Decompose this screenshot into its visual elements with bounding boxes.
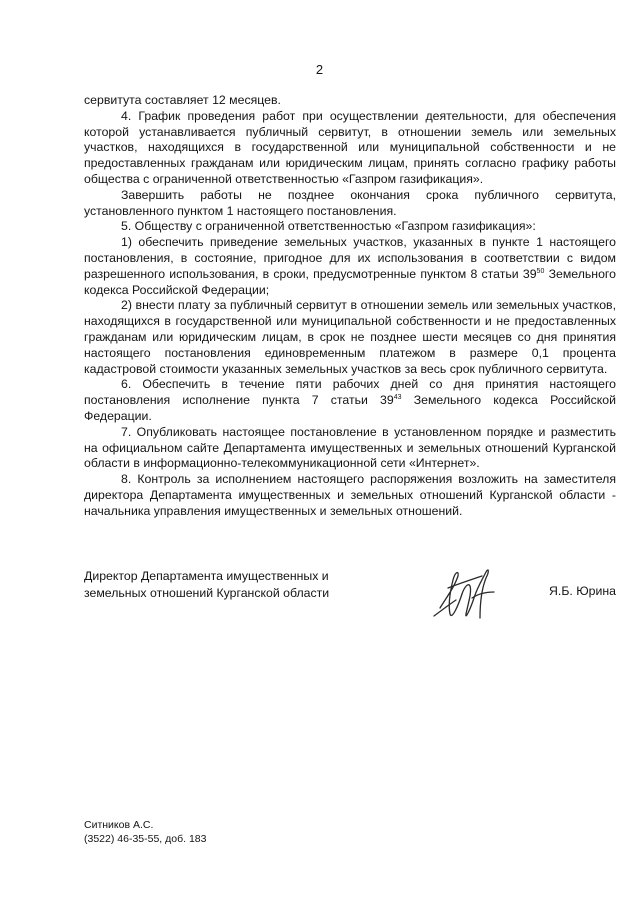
paragraph-item-5-2: 2) внести плату за публичный сервитут в отношении земель или земельных участков, находящихся в государственной или муниципальной собственности и не предоставленных гражданам или юридическим лицам, в срок не позднее шести месяцев со дня принятия настоящего постановления единовременным платежом в размере 0,1 процента кадастровой стоимости указанных земельных участков за весь срок публичного сервитута. xyxy=(84,298,616,376)
paragraph-item-8: 8. Контроль за исполнением настоящего распоряжения возложить на заместителя директора Департамента имущественных и земельных отношений Курганской области - начальника управления имущественных и земельных отношений. xyxy=(84,472,616,518)
paragraph-item-5: 5. Обществу с ограниченной ответственностью «Газпром газификация»: xyxy=(121,219,536,234)
page-number: 2 xyxy=(315,62,324,77)
paragraph-item-4: 4. График проведения работ при осуществлении деятельности, для обеспечения которой устанавливается публичный сервитут, в отношении земель или земельных участков, находящихся в государственной или муниципальной собственности и не предоставленных гражданам или юридическим лицам, принять согласно графику работы общества с ограниченной ответственностью «Газпром газификация». xyxy=(84,108,616,186)
paragraph-item-7: 7. Опубликовать настоящее постановление в установленном порядке и разместить на официальном сайте Департамента имущественных и земельных отношений Курганской области в информационно-телекоммуникационной сети «Интернет». xyxy=(84,424,616,471)
signatory-name: Я.Б. Юрина xyxy=(549,584,616,598)
paragraph-1: сервитута составляет 12 месяцев. xyxy=(84,93,281,107)
text-segment: Земельного кодекса Российской Федерации. xyxy=(84,393,616,423)
paragraph-complete-works: Завершить работы не позднее окончания срока публичного сервитута, установленного пунктом 1 настоящего постановления. xyxy=(84,187,616,218)
document-body xyxy=(84,93,616,520)
superscript: 43 xyxy=(393,394,402,402)
executor-block xyxy=(84,819,206,846)
executor-phone: (3522) 46-35-55, доб. 183 xyxy=(84,832,207,845)
paragraph-item-6 xyxy=(84,377,616,424)
superscript: 50 xyxy=(536,267,545,275)
signatory-title-line: Директор Департамента имущественных и xyxy=(84,569,329,583)
signatory-title-line: земельных отношений Курганской области xyxy=(84,585,330,600)
text-segment: Земельного кодекса Российской Федерации; xyxy=(84,266,616,297)
handwritten-signature xyxy=(428,558,508,628)
text-segment: 6. Обеспечить в течение пяти рабочих дней со дня принятия настоящего постановления исполнение пункта 7 статьи 39 xyxy=(84,377,616,408)
text-segment: 1) обеспечить приведение земельных участков, указанных в пункте 1 настоящего постановления, в состояние, пригодное для их использования в соответствии с видом разрешенного использования, в сроки, предусмотренные пунктом 8 статьи 39 xyxy=(84,235,616,281)
paragraph-item-5-1 xyxy=(84,235,616,298)
executor-name: Ситников А.С. xyxy=(84,819,154,831)
signatory-title xyxy=(84,568,374,601)
